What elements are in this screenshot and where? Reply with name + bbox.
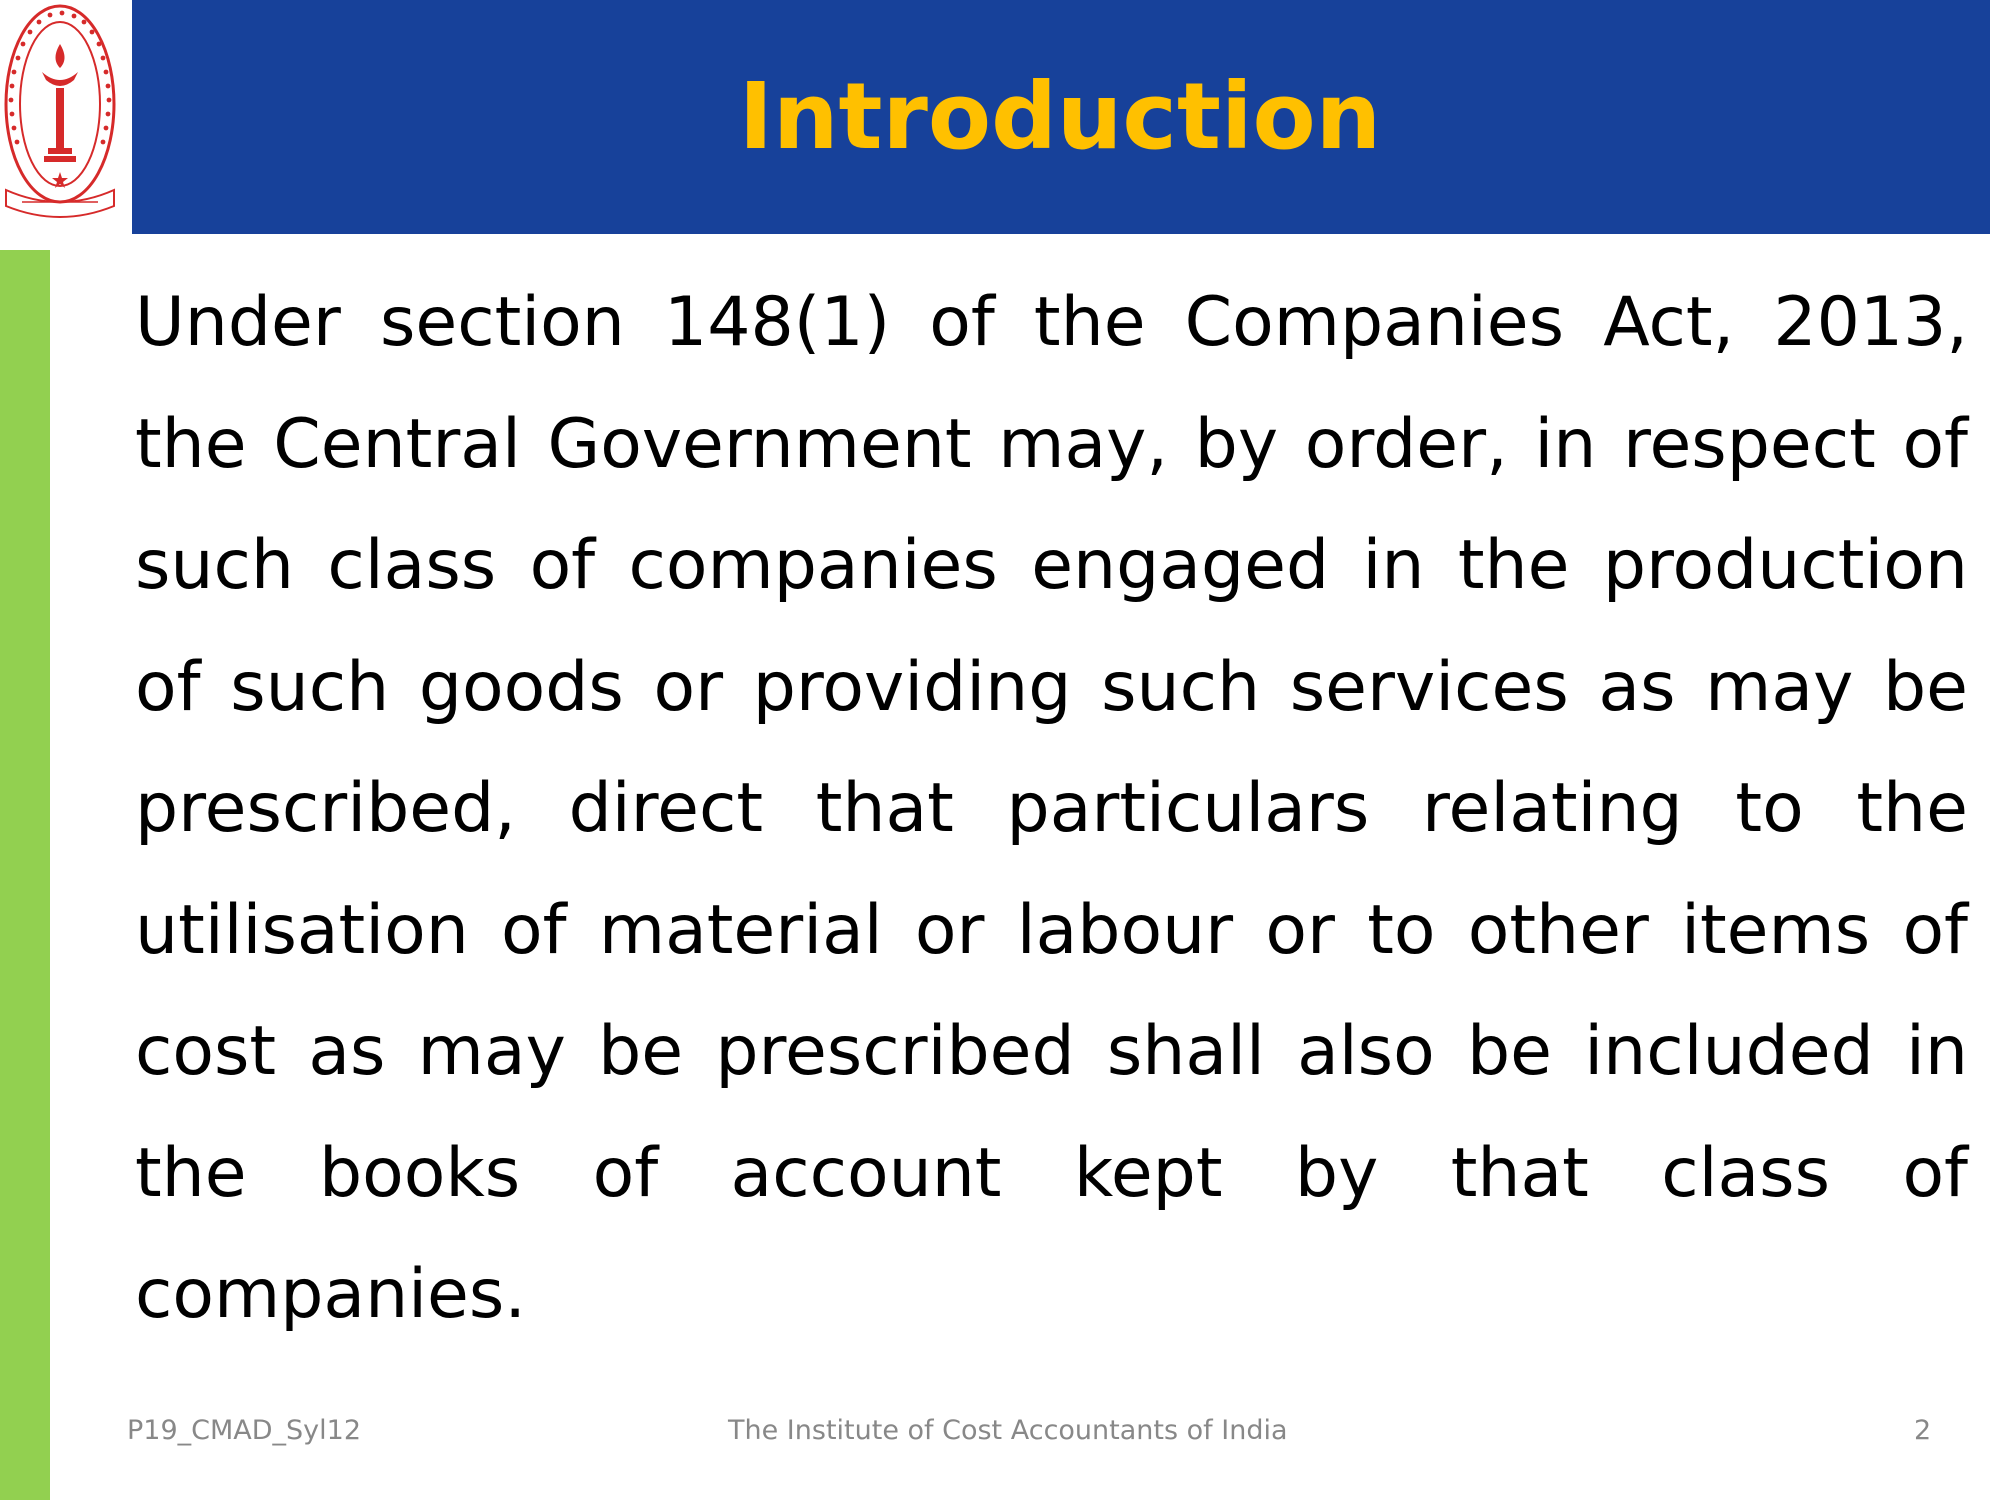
- footer-organization: The Institute of Cost Accountants of India: [728, 1415, 1288, 1446]
- title-banner: [132, 0, 1990, 234]
- body-paragraph: Under section 148(1) of the Companies Act, 2013, the Central Government may, by order, in respect of such class of companies engaged in the production of such goods or providing such services as may be prescribed, direct that particulars relating to the utilisation of material or labour or to other items of cost as may be prescribed shall also be included in the books of account kept by that class of companies.: [135, 283, 1968, 1334]
- footer-course-code: P19_CMAD_Syl12: [127, 1415, 362, 1446]
- institute-seal-icon: [2, 2, 118, 234]
- slide-title: Introduction: [738, 63, 1382, 170]
- accent-bar: [0, 250, 50, 1500]
- institute-logo: [2, 2, 118, 234]
- footer-page-number: 2: [1914, 1415, 1932, 1446]
